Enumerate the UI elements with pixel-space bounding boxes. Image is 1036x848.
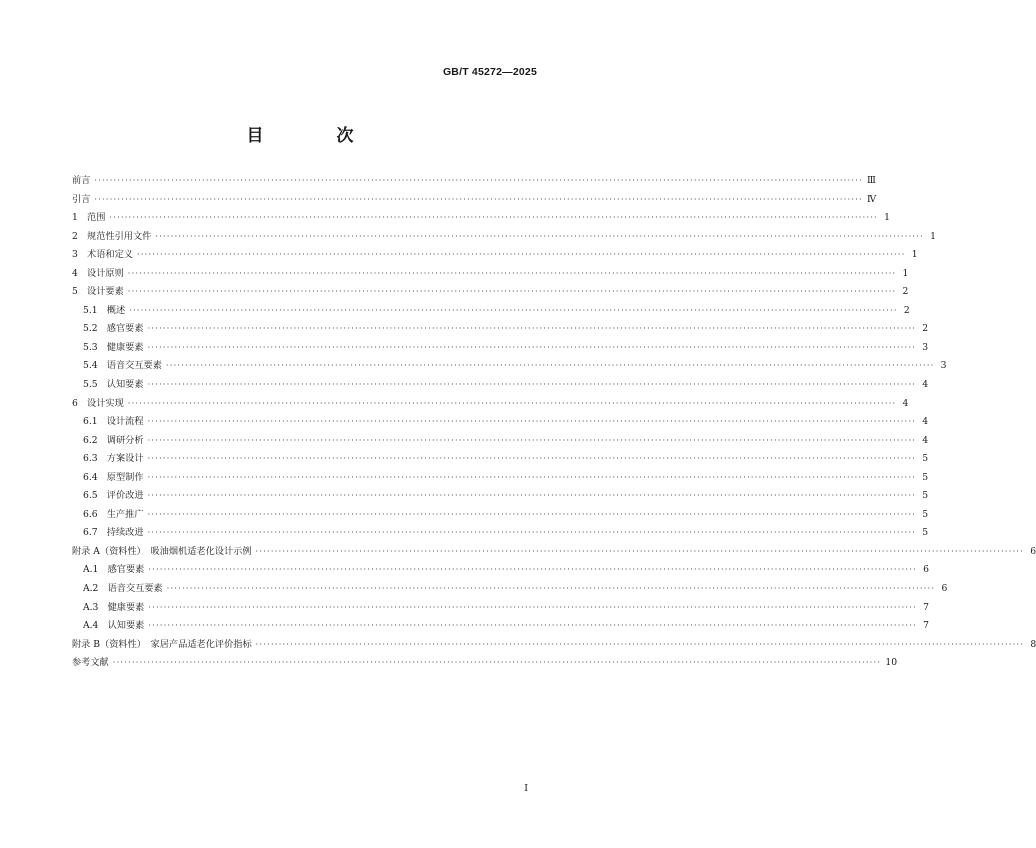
toc-entry[interactable]: [72, 172, 876, 191]
toc-dot-leader: ········································································································································································································: [147, 417, 917, 427]
toc-entry-page: 5: [922, 527, 929, 539]
toc-entry[interactable]: [72, 599, 929, 618]
toc-entry-label: 5.1 概述: [83, 304, 126, 316]
toc-dot-leader: ········································································································································································································: [147, 435, 917, 445]
toc-entry-page: 7: [923, 620, 929, 632]
toc-entry-page: 6: [1030, 545, 1036, 557]
toc-entry-page: 10: [885, 657, 898, 669]
toc-entry-label: 5.3 健康要素: [83, 341, 144, 353]
toc-entry-label: 6 设计实现: [72, 397, 124, 409]
toc-entry-page: 4: [922, 434, 929, 446]
toc-entry[interactable]: [72, 228, 936, 247]
toc-entry-page: 6: [941, 583, 948, 595]
toc-dot-leader: ········································································································································································································: [94, 176, 863, 185]
toc-entry-page: 5: [922, 471, 929, 483]
toc-dot-leader: ········································································································································································································: [155, 231, 924, 241]
toc-entry-label: 附录 A（资料性） 吸油烟机适老化设计示例: [72, 545, 252, 557]
toc-dot-leader: ········································································································································································································: [129, 305, 898, 315]
toc-entry[interactable]: [72, 506, 929, 525]
toc-entry[interactable]: [72, 617, 929, 636]
toc-entry[interactable]: [72, 283, 909, 302]
toc-entry[interactable]: [72, 654, 898, 673]
toc-dot-leader: ········································································································································································································: [112, 658, 882, 668]
toc-entry-label: 6.5 评价改进: [83, 490, 144, 502]
toc-entry-label: 1 范围: [72, 212, 106, 224]
toc-entry[interactable]: [72, 487, 929, 506]
toc-dot-leader: ········································································································································································································: [148, 565, 917, 575]
toc-dot-leader: ········································································································································································································: [109, 213, 879, 223]
toc-entry[interactable]: [72, 561, 929, 580]
toc-entry-label: 引言: [72, 193, 91, 205]
toc-entry[interactable]: [72, 543, 1036, 562]
toc-entry-label: 5 设计要素: [72, 286, 124, 298]
toc-entry-label: A.1 感官要素: [83, 564, 145, 576]
toc-dot-leader: ········································································································································································································: [166, 584, 936, 594]
toc-entry-page: 7: [923, 601, 929, 613]
toc-entry[interactable]: [72, 413, 929, 432]
toc-entry-label: A.3 健康要素: [83, 601, 145, 613]
toc-dot-leader: ········································································································································································································: [148, 602, 917, 612]
toc-entry-label: 4 设计原则: [72, 267, 124, 279]
toc-entry[interactable]: [72, 376, 929, 395]
toc-entry-label: 2 规范性引用文件: [72, 230, 152, 242]
table-of-contents: [72, 172, 1036, 673]
toc-dot-leader: ········································································································································································································: [147, 380, 917, 390]
toc-entry-page: 2: [903, 304, 910, 316]
toc-entry-label: A.4 认知要素: [83, 620, 145, 632]
toc-entry-label: 6.4 原型制作: [83, 471, 144, 483]
toc-entry-page: 6: [923, 564, 929, 576]
toc-entry-page: 8: [1030, 638, 1036, 650]
toc-entry-page: 4: [922, 379, 929, 391]
toc-entry[interactable]: [72, 524, 929, 543]
toc-entry-label: 3 术语和定义: [72, 249, 133, 261]
toc-entry[interactable]: [72, 209, 891, 228]
toc-dot-leader: ········································································································································································································: [148, 621, 917, 631]
toc-entry-page: 1: [902, 267, 909, 279]
toc-entry-label: A.2 语音交互要素: [83, 583, 163, 595]
toc-entry[interactable]: [72, 265, 909, 284]
toc-entry-page: 4: [922, 416, 929, 428]
toc-dot-leader: ········································································································································································································: [94, 194, 863, 204]
toc-dot-leader: ········································································································································································································: [136, 250, 906, 260]
toc-entry[interactable]: [72, 469, 929, 488]
toc-entry-label: 前言: [72, 175, 91, 186]
toc-entry-page: 1: [930, 230, 936, 242]
toc-entry-page: 5: [922, 490, 929, 502]
toc-entry[interactable]: [72, 636, 1036, 655]
toc-dot-leader: ········································································································································································································: [127, 398, 897, 408]
toc-dot-leader: ········································································································································································································: [147, 472, 917, 482]
toc-dot-leader: ········································································································································································································: [147, 491, 917, 501]
toc-entry-page: 3: [940, 360, 947, 372]
toc-entry[interactable]: [72, 580, 948, 599]
toc-entry[interactable]: [72, 357, 947, 376]
toc-dot-leader: ········································································································································································································: [255, 639, 1025, 649]
toc-dot-leader: ········································································································································································································: [127, 287, 897, 297]
toc-dot-leader: ········································································································································································································: [147, 509, 917, 519]
toc-dot-leader: ········································································································································································································: [147, 528, 917, 538]
toc-entry[interactable]: [72, 432, 929, 451]
toc-dot-leader: ········································································································································································································: [127, 268, 897, 278]
toc-entry[interactable]: [72, 302, 910, 321]
toc-entry-page: Ⅳ: [866, 193, 877, 205]
toc-entry[interactable]: [72, 246, 918, 265]
toc-entry-label: 附录 B（资料性） 家居产品适老化评价指标: [72, 638, 252, 650]
toc-dot-leader: ········································································································································································································: [147, 342, 917, 352]
toc-entry-page: 1: [884, 212, 891, 224]
toc-entry-page: 2: [902, 286, 909, 298]
toc-entry-page: 1: [911, 249, 918, 261]
toc-entry-page: 4: [902, 397, 909, 409]
toc-entry-page: 3: [922, 341, 929, 353]
toc-entry-label: 参考文献: [72, 657, 109, 669]
toc-entry-label: 6.2 调研分析: [83, 434, 144, 446]
toc-entry[interactable]: [72, 191, 877, 210]
toc-dot-leader: ········································································································································································································: [165, 361, 935, 371]
toc-entry-label: 6.7 持续改进: [83, 527, 144, 539]
toc-entry-page: 2: [922, 323, 929, 335]
page-title: 目 次: [246, 126, 382, 146]
toc-entry-label: 5.4 语音交互要素: [83, 360, 162, 372]
standard-code: GB/T 45272—2025: [442, 66, 537, 78]
toc-dot-leader: ········································································································································································································: [147, 324, 917, 334]
toc-entry-label: 6.6 生产推广: [83, 508, 144, 520]
toc-entry[interactable]: [72, 450, 929, 469]
toc-entry-label: 6.1 设计流程: [83, 416, 144, 428]
toc-entry[interactable]: [72, 339, 929, 358]
toc-entry-label: 6.3 方案设计: [83, 453, 144, 465]
toc-entry-page: 5: [922, 453, 929, 465]
toc-entry-label: 5.2 感官要素: [83, 323, 144, 335]
toc-dot-leader: ········································································································································································································: [147, 454, 917, 464]
toc-entry-label: 5.5 认知要素: [83, 379, 144, 391]
toc-entry-page: 5: [922, 508, 929, 520]
toc-entry[interactable]: [72, 320, 929, 339]
toc-dot-leader: ········································································································································································································: [255, 546, 1025, 556]
toc-entry-page: Ⅲ: [866, 175, 876, 186]
page-number: I: [524, 783, 528, 794]
toc-entry[interactable]: [72, 395, 909, 414]
